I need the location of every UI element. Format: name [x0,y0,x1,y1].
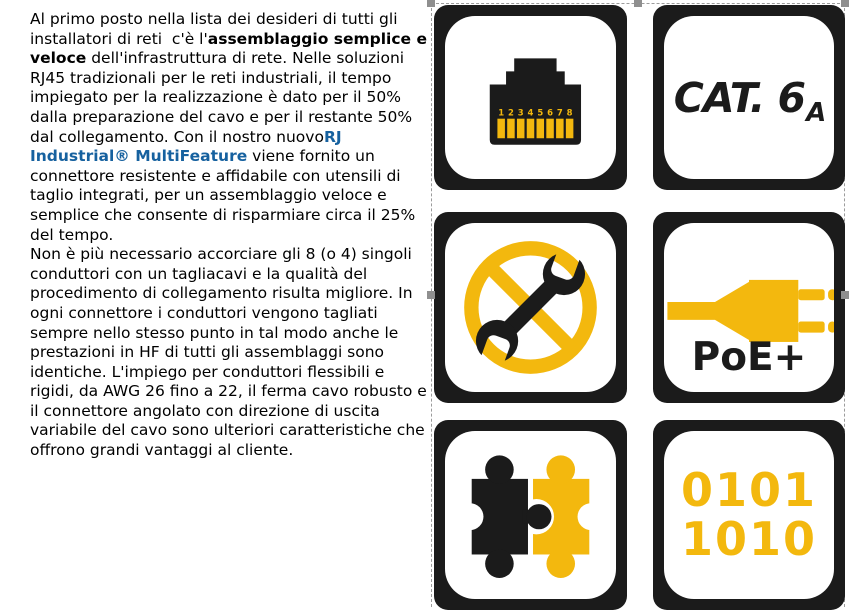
tile-rj45 [434,5,627,190]
paragraph-1-text-1: Al primo posto nella lista dei desideri di tutti gli installatori di reti c'è l' [30,10,403,48]
resize-handle-top-left[interactable] [427,0,435,7]
paragraph-1-text-3: viene fornito un connettore resistente e affidabile con utensili di taglio integrati, per un assemblaggio veloce e semplice che consente di risparmiare circa il 25% del tempo. [30,147,421,244]
pin-number: 5 [537,107,544,118]
rj45-connector-icon [445,16,616,179]
rj-industrial-multifeature-link[interactable]: RJ Industrial® MultiFeature [30,127,342,166]
binary-line-2: 1010 [680,512,818,566]
resize-handle-middle-right[interactable] [841,291,849,299]
resize-handle-middle-left[interactable] [427,291,435,299]
pin-number: 1 [498,107,505,118]
article-text [30,10,433,461]
no-tools-wrench-icon [445,223,616,392]
pin-number: 3 [517,107,524,118]
article-paragraph-1 [30,10,433,245]
resize-handle-top-right[interactable] [841,0,849,7]
cat6a-text: CAT. 6 [673,73,806,122]
cat6a-subscript: A [806,97,826,128]
image-selection-marquee[interactable] [431,3,845,607]
pin-number: 7 [556,107,563,118]
binary-code-label [680,463,818,566]
pin-number: 2 [507,107,514,118]
tile-puzzle [434,420,627,610]
paragraph-1-text-2: dell'infrastruttura di rete. Nelle soluzioni RJ45 tradizionali per le reti industriali, il tempo impiegato per la realizzazione è dato per il 50% dalla preparazione del cavo e per il restante 50% dal collegamento. Con il nostro nuovo [30,49,418,146]
resize-handle-top-center[interactable] [634,0,642,7]
article-paragraph-2: Non è più necessario accorciare gli 8 (o 4) singoli conduttori con un tagliacavi e la qualità del procedimento di collegamento risulta migliore. In ogni connettore i conduttori vengono tagliati sempre nello stesso punto in tal modo anche le prestazioni in HF di tutti gli assemblaggi sono identiche. L'impiego per conduttori flessibili e rigidi, da AWG 26 fino a 22, il ferma cavo robusto e il connettore angolato con direzione di uscita variabile del cavo sono ulteriori caratteristiche che offrono grandi vantaggi al cliente. [30,245,427,460]
tile-cat6a [653,5,845,190]
pin-number: 4 [527,107,534,118]
pin-number: 8 [566,107,573,118]
pin-number: 6 [547,107,554,118]
puzzle-pieces-icon [445,431,616,599]
cat6a-label [673,73,826,128]
binary-line-1: 0101 [680,463,818,518]
tile-binary [653,420,845,610]
tile-no-tools [434,212,627,403]
paragraph-1-bold-phrase: assemblaggio semplice e veloce [30,29,433,68]
tile-poe [653,212,845,403]
poe-label: PoE+ [691,335,807,381]
